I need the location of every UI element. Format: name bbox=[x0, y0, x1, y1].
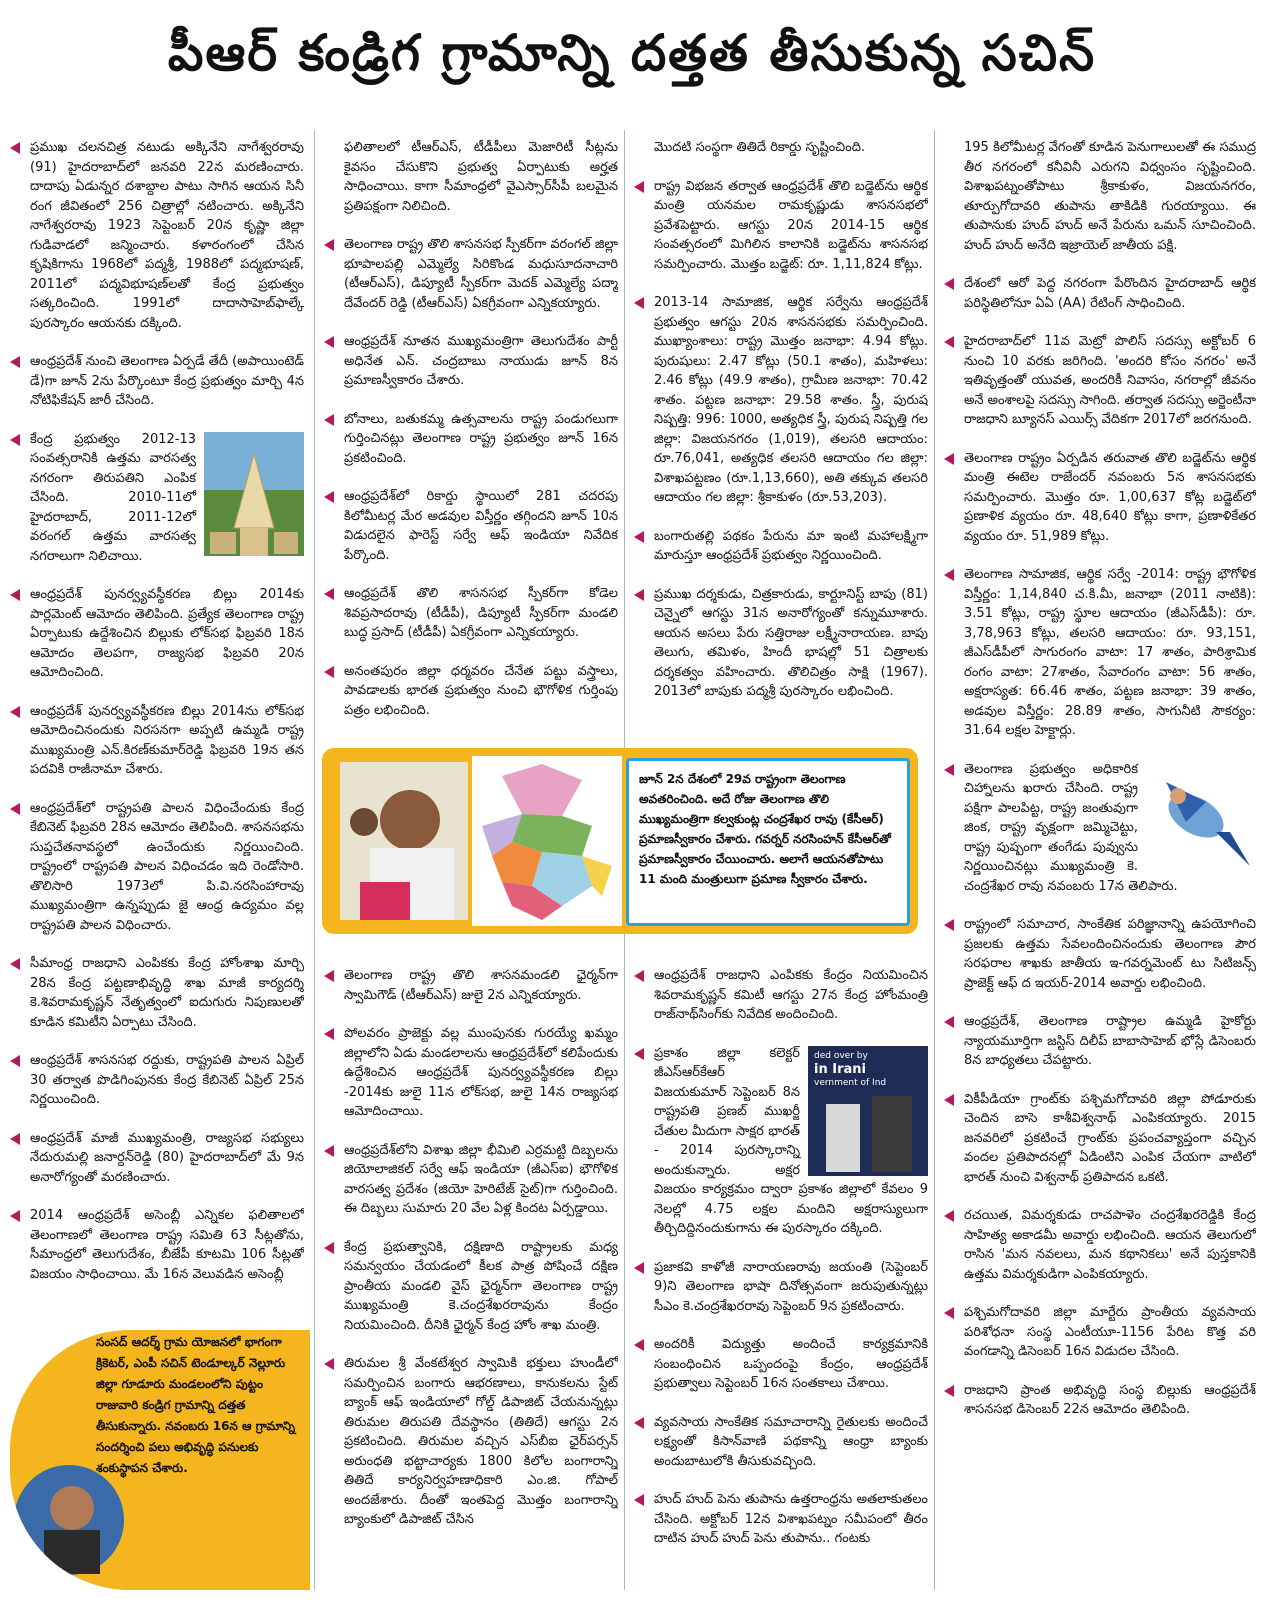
photo-caption: ded over by in Irani vernment of Ind bbox=[814, 1050, 887, 1088]
news-item: వ్యవసాయ సాంకేతిక సమాచారాన్ని రైతులకు అందించే లక్ష్యంతో కిసాన్‌వాణి పథకాన్ని ఆంధ్రా బ్యాంకు అందుబాటులోకి తీసుకువచ్చింది. bbox=[632, 1413, 928, 1472]
column-4 bbox=[942, 138, 1256, 1598]
news-item: ఆంధ్రప్రదేశ్ మాజీ ముఖ్యమంత్రి, రాజ్యసభ సభ్యులు నేదురుమల్లి జనార్దన్‌రెడ్డి (80) హైదరాబాద్‌లో మే 9న అనారోగ్యంతో మరణించారు. bbox=[8, 1129, 304, 1188]
news-item: ఆంధ్రప్రదేశ్ శాసనసభ రద్దుకు, రాష్ట్రపతి పాలన ఏప్రిల్ 30 తర్వాత పొడిగింపునకు కేంద్ర కేబినెట్ ఏప్రిల్ 25న నిర్ణయించింది. bbox=[8, 1051, 304, 1110]
bullet-icon bbox=[10, 1055, 20, 1067]
bullet-icon bbox=[634, 589, 644, 601]
column-divider bbox=[314, 130, 315, 1590]
bullet-icon bbox=[634, 1339, 644, 1351]
news-item: ఆంధ్రప్రదేశ్ పునర్వ్యవస్థీకరణ బిల్లు 2014ను లోక్‌సభ ఆమోదించినందుకు నిరసనగా అప్పటి ఉమ్మడి రాష్ట్ర ముఖ్యమంత్రి ఎన్.కిరణ్‌కుమార్‌రెడ్డి ఫిబ్రవరి 19న తన పదవికి రాజీనామా చేశారు. bbox=[8, 702, 304, 780]
bullet-icon bbox=[324, 1145, 334, 1157]
news-item: ఆంధ్రప్రదేశ్ నుంచి తెలంగాణ ఏర్పడే తేదీ (అపాయింటెడ్ డే)గా జూన్ 2ను పేర్కొంటూ కేంద్ర ప్రభుత్వం మార్చి 4న నోటిఫికేషన్ జారీ చేసింది. bbox=[8, 352, 304, 411]
bullet-icon bbox=[10, 1133, 20, 1145]
news-item: పోలవరం ప్రాజెక్టు వల్ల ముంపునకు గురయ్యే ఖమ్మం జిల్లాలోని ఏడు మండలాలను ఆంధ్రప్రదేశ్‌లో కలిపేందుకు ఉద్దేశించిన ఆంధ్రప్రదేశ్ పునర్వ్యవస్థీకరణ బిల్లు -2014కు జులై 11న లోక్‌సభ, జులై 14న రాజ్యసభ ఆమోదించాయి. bbox=[322, 1024, 618, 1122]
news-item: మొదటి సంస్థగా తితిదే రికార్డు సృష్టించింది. bbox=[654, 140, 866, 155]
box-text: జూన్ 2న దేశంలో 29వ రాష్ట్రంగా తెలంగాణ అవతరించింది. అదే రోజు తెలంగాణ తొలి ముఖ్యమంత్రిగా కల్వకుంట్ల చంద్రశేఖర రావు (కేసీఆర్) ప్రమాణస్వీకారం చేశారు. గవర్నర్ నరసింహన్ కేసీఆర్‌తో ప్రమాణస్వీకారం చేయించారు. అలాగే ఆయనతోపాటు 11 మంది మంత్రులుగా ప్రమాణ స్వీకారం చేశారు. bbox=[626, 758, 910, 926]
bullet-icon bbox=[944, 764, 954, 776]
news-item: తెలంగాణ రాష్ట్ర తొలి శాసనసభ స్పీకర్‌గా వరంగల్ జిల్లా భూపాలపల్లి ఎమ్మెల్యే సిరికొండ మధుసూదనాచారి (టీఆర్ఎస్), డిప్యూటీ స్పీకర్‌గా మెదక్ ఎమ్మెల్యే పద్మా దేవేందర్ రెడ్డి (టీఆర్ఎస్) ఏకగ్రీవంగా ఎన్నికయ్యారు. bbox=[322, 235, 618, 313]
bullet-icon bbox=[944, 1210, 954, 1222]
bullet-icon bbox=[634, 297, 644, 309]
news-item: 2014 ఆంధ్రప్రదేశ్ అసెంబ్లీ ఎన్నికల ఫలితాలలో తెలంగాణలో తెలంగాణ రాష్ట్ర సమితి 63 సీట్లతోను, సీమాంధ్రలో తెలుగుదేశం, బీజేపీ కూటమి 106 సీట్లతో విజయం సాధించాయి. మే 16న వెలువడిన అసెంబ్లీ bbox=[8, 1206, 304, 1284]
bullet-icon bbox=[944, 1094, 954, 1106]
news-item: రాష్ట్ర విభజన తర్వాత ఆంధ్రప్రదేశ్ తొలి బడ్జెట్‌ను ఆర్థిక మంత్రి యనమల రామకృష్ణుడు శాసనసభలో ప్రవేశపెట్టారు. ఆగస్టు 20న 2014-15 ఆర్థిక సంవత్సరంలో మిగిలిన కాలానికి బడ్జెట్‌ను శాసనసభ సమర్పించారు. మొత్తం బడ్జెట్: రూ. 1,11,824 కోట్లు. bbox=[632, 177, 928, 275]
bullet-icon bbox=[10, 803, 20, 815]
column-1 bbox=[8, 138, 304, 1326]
news-item: ఆంధ్రప్రదేశ్‌లో రికార్డు స్థాయిలో 281 చదరపు కిలోమీటర్ల మేర అడవుల విస్తీర్ణం తగ్గిందని జూన్ 10న విడుదలైన ఫారెస్ట్ సర్వే ఆఫ్ ఇండియా నివేదిక పేర్కొంది. bbox=[322, 487, 618, 565]
bullet-icon bbox=[634, 1262, 644, 1274]
news-item: ded over by in Irani vernment of Ind ప్రకాశం జిల్లా కలెక్టర్ జీఎస్‌ఆర్‌కేఆర్ విజయకుమార్ సెప్టెంబర్ 8న రాష్ట్రపతి ప్రణబ్ ముఖర్జీ చేతుల మీదుగా సాక్షర భారత్ - 2014 పురస్కారాన్ని అందుకున్నారు. అక్షర విజయం కార్యక్రమం ద్వారా ప్రకాశం జిల్లాలో కేవలం 9 నెలల్లో 4.75 లక్షల మందిని అక్షరాస్యులుగా తీర్చిదిద్దినందుకుగాను ఈ పురస్కారం దక్కింది. bbox=[632, 1044, 928, 1239]
bullet-icon bbox=[944, 1016, 954, 1028]
bullet-icon bbox=[944, 453, 954, 465]
bullet-icon bbox=[634, 970, 644, 982]
telangana-map bbox=[472, 756, 622, 926]
telangana-formation-box bbox=[322, 748, 918, 934]
news-item: ఆంధ్రప్రదేశ్ రాజధాని ఎంపికకు కేంద్రం నియమించిన శివరామకృష్ణన్ కమిటీ ఆగస్టు 27న కేంద్ర హోంమంత్రి రాజ్‌నాథ్‌సింగ్‌కు నివేదిక అందించింది. bbox=[632, 966, 928, 1025]
sachin-adoption-box bbox=[10, 1330, 310, 1590]
bullet-icon bbox=[10, 589, 20, 601]
news-item: తిరుమల శ్రీ వేంకటేశ్వర స్వామికి భక్తులు హుండీలో సమర్పించిన బంగారు ఆభరణాలు, కానుకలను స్టేట్ బ్యాంక్ ఆఫ్ ఇండియాలో గోల్డ్ డిపాజిట్ చేయనున్నట్లు తిరుమల తిరుపతి దేవస్థానం (తితిదే) ఆగస్టు 2న ప్రకటించింది. తిరుమల వచ్చిన ఎస్‌బీఐ ఛైర్‌పర్సన్ అరుంధతి భట్టాచార్యకు 1800 కిలోల బంగారాన్ని తితిదే కార్యనిర్వహణాధికారి ఎం.జి. గోపాల్ అందజేశారు. దీంతో ఇంతపెద్ద మొత్తం బంగారాన్ని బ్యాంకులో డిపాజిట్ చేసిన bbox=[322, 1354, 618, 1530]
bullet-icon bbox=[944, 336, 954, 348]
bullet-icon bbox=[944, 569, 954, 581]
bullet-icon bbox=[324, 1242, 334, 1254]
news-item: అనంతపురం జిల్లా ధర్మవరం చేనేత పట్టు వస్త్రాలు, పావడాలకు భారత ప్రభుత్వం నుంచి భౌగోళిక గుర్తింపు పత్రం లభించింది. bbox=[322, 662, 618, 721]
news-item: ఆంధ్రప్రదేశ్‌లో రాష్ట్రపతి పాలన విధించేందుకు కేంద్ర కేబినెట్ ఫిబ్రవరి 28న ఆమోదం తెలిపింది. శాసనసభను సుప్తచేతనావస్థలో ఉంచేందుకు నిర్ణయించింది. రాష్ట్రంలో రాష్ట్రపతి పాలన విధించడం ఇది రెండోసారి. తొలిసారి 1973లో పి.వి.నరసింహారావు ముఖ్యమంత్రిగా ఉన్నప్పుడు జై ఆంధ్ర ఉద్యమం వల్ల రాష్ట్రపతి పాలన విధించారు. bbox=[8, 799, 304, 936]
bullet-icon bbox=[10, 142, 20, 154]
sachin-text: సంసద్ ఆదర్శ్ గ్రామ యోజనలో భాగంగా క్రికెటర్, ఎంపీ సచిన్ టెండూల్కర్ నెల్లూరు జిల్లా గూడూరు మండలంలోని పుట్టం రాజువారి కండ్రిగ గ్రామాన్ని దత్తత తీసుకున్నారు. నవంబరు 16న ఆ గ్రామాన్ని సందర్శించి పలు అభివృద్ధి పనులకు శంకుస్థాపన చేశారు. bbox=[96, 1335, 296, 1475]
state-bird-illustration bbox=[1146, 762, 1256, 872]
bullet-icon bbox=[10, 356, 20, 368]
bullet-icon bbox=[944, 278, 954, 290]
column-2 bbox=[322, 138, 618, 738]
news-item: తెలంగాణ రాష్ట్ర తొలి శాసనమండలి ఛైర్మన్‌గా స్వామిగౌడ్ (టీఆర్ఎస్) జులై 2న ఎన్నికయ్యారు. bbox=[322, 966, 618, 1005]
bullet-icon bbox=[634, 1494, 644, 1506]
news-item: రాష్ట్రంలో సమాచార, సాంకేతిక పరిజ్ఞానాన్ని ఉపయోగించి ప్రజలకు ఉత్తమ సేవలందించినందుకు తెలంగాణ పౌర సరఫరాల శాఖకు జాతీయ ఇ-గవర్నమెంట్ టు సిటిజన్స్ ప్రాజెక్ట్ ఆఫ్ ద ఇయర్-2014 అవార్డు లభించింది. bbox=[942, 915, 1256, 993]
news-item: అందరికీ విద్యుత్తు అందించే కార్యక్రమానికి సంబంధించిన ఒప్పందంపై కేంద్రం, ఆంధ్రప్రదేశ్ ప్రభుత్వాలు సెప్టెంబర్ 16న సంతకాలు చేశాయి. bbox=[632, 1335, 928, 1394]
news-item: 2013-14 సామాజిక, ఆర్థిక సర్వేను ఆంధ్రప్రదేశ్ ప్రభుత్వం ఆగస్టు 20న శాసనసభకు సమర్పించింది. ముఖ్యాంశాలు: రాష్ట్ర మొత్తం జనాభా: 4.94 కోట్లు. పురుషులు: 2.47 కోట్లు (50.1 శాతం), మహిళలు: 2.46 కోట్లు (49.9 శాతం), గ్రామీణ జనాభా: 70.42 శాతం. పట్టణ జనాభా: 29.58 శాతం. స్త్రీ, పురుష నిష్పత్తి: 996: 1000, అత్యధిక స్త్రీ, పురుష నిష్పత్తి గల జిల్లా: విజయనగరం (1,019), తలసరి ఆదాయం: రూ.76,041, అత్యధిక తలసరి ఆదాయం గల జిల్లా: విశాఖపట్టణం (రూ.1,13,660), అతి తక్కువ తలసరి ఆదాయం గల జిల్లా: శ్రీకాకుళం (రూ.53,203). bbox=[632, 293, 928, 508]
bullet-icon bbox=[634, 1048, 644, 1060]
bullet-icon bbox=[324, 666, 334, 678]
news-item: రచయిత, విమర్శకుడు రాచపాళెం చంద్రశేఖరరెడ్డికి కేంద్ర సాహిత్య అకాడమీ అవార్డు లభించింది. ఆయన తెలుగులో రాసిన 'మన నవలలు, మన కథానికలు' అనే పుస్తకానికి ఉత్తమ విమర్శకుడిగా ఎంపికయ్యారు. bbox=[942, 1206, 1256, 1284]
news-item: ఫలితాలలో టీఆర్ఎస్, టీడీపీలు మెజారిటీ సీట్లను కైవసం చేసుకొని ప్రభుత్వ ఏర్పాటుకు అర్హత సాధించాయి. కాగా సీమాంధ్రలో వైఎస్సార్‌సీపీ బలమైన ప్రతిపక్షంగా నిలిచింది. bbox=[344, 140, 618, 214]
bullet-icon bbox=[944, 919, 954, 931]
news-item: ఆంధ్రప్రదేశ్ తొలి శాసనసభ స్పీకర్‌గా కోడెల శివప్రసాదరావు (టీడీపీ), డిప్యూటీ స్పీకర్‌గా మండలి బుద్ధ ప్రసాద్ (టీడీపీ) ఏకగ్రీవంగా ఎన్నికయ్యారు. bbox=[322, 584, 618, 643]
bullet-icon bbox=[324, 588, 334, 600]
bullet-icon bbox=[324, 239, 334, 251]
news-item: ప్రముఖ చలనచిత్ర నటుడు అక్కినేని నాగేశ్వరరావు (91) హైదరాబాద్‌లో జనవరి 22న మరణించారు. దాదాపు ఏడున్నర దశాబ్దాల పాటు సాగిన ఆయన సినీ రంగ జీవితంలో 256 చిత్రాల్లో నటించారు. అక్కినేని నాగేశ్వరరావు 1923 సెప్టెంబర్ 20న కృష్ణా జిల్లా గుడివాడలో జన్మించారు. కళారంగంలో చేసిన కృషికిగాను 1968లో పద్మశ్రీ, 1988లో పద్మభూషణ్, 2011లో పద్మవిభూషణ్‌లతో కేంద్ర ప్రభుత్వం సత్కరించింది. 1991లో దాదాసాహెబ్‌ఫాల్కే పురస్కారం ఆయనకు దక్కింది. bbox=[8, 138, 304, 333]
news-item: కేంద్ర ప్రభుత్వం 2012-13 సంవత్సరానికి ఉత్తమ వారసత్వ నగరంగా తిరుపతిని ఎంపిక చేసింది. 2010-11లో హైదరాబాద్, 2011-12లో వరంగల్ ఉత్తమ వారసత్వ నగరాలుగా నిలిచాయి. bbox=[8, 430, 304, 567]
news-item: ఆంధ్రప్రదేశ్ పునర్వ్యవస్థీకరణ బిల్లు 2014కు పార్లమెంట్ ఆమోదం తెలిపింది. ప్రత్యేక తెలంగాణ రాష్ట్ర ఏర్పాటుకు ఉద్దేశించిన బిల్లుకు లోక్‌సభ ఫిబ్రవరి 18న ఆమోదం తెలపగా, రాజ్యసభ ఫిబ్రవరి 20న ఆమోదించింది. bbox=[8, 585, 304, 683]
headline: పీఆర్ కండ్రిగ గ్రామాన్ని దత్తత తీసుకున్న సచిన్ bbox=[167, 23, 1097, 82]
column-2-bottom bbox=[322, 966, 618, 1596]
news-item: దేశంలో ఆరో పెద్ద నగరంగా పేరొందిన హైదరాబాద్ ఆర్థిక పరిస్థితిలోనూ ఏఏ (AA) రేటింగ్ సాధించింది. bbox=[942, 274, 1256, 313]
news-item: బోనాలు, బతుకమ్మ ఉత్సవాలను రాష్ట్ర పండుగలుగా గుర్తించినట్లు తెలంగాణ రాష్ట్ర ప్రభుత్వం జూన్ 16న ప్రకటించింది. bbox=[322, 410, 618, 469]
column-3 bbox=[632, 138, 928, 738]
column-divider bbox=[934, 130, 935, 1590]
news-item: ప్రముఖ దర్శకుడు, చిత్రకారుడు, కార్టూనిస్ట్ బాపు (81) చెన్నైలో ఆగస్టు 31న అనారోగ్యంతో కన్నుమూశారు. ఆయన అసలు పేరు సత్తిరాజు లక్ష్మీనారాయణ. బాపు తెలుగు, తమిళం, హిందీ భాషల్లో 51 చిత్రాలకు దర్శకత్వం వహించారు. తొలిచిత్రం సాక్షి (1967). 2013లో బాపుకు పద్మశ్రీ పురస్కారం లభించింది. bbox=[632, 585, 928, 702]
tirupati-temple-photo bbox=[204, 432, 304, 556]
bullet-icon bbox=[10, 706, 20, 718]
news-item: రాజధాని ప్రాంత అభివృద్ధి సంస్థ బిల్లుకు ఆంధ్రప్రదేశ్ శాసనసభ డిసెంబర్ 22న ఆమోదం తెలిపింది. bbox=[942, 1381, 1256, 1420]
bullet-icon bbox=[324, 414, 334, 426]
bullet-icon bbox=[634, 1417, 644, 1429]
news-item: తెలంగాణ ప్రభుత్వం అధికారిక చిహ్నాలను ఖరారు చేసింది. రాష్ట్ర పక్షిగా పాలపిట్ట, రాష్ట్ర జంతువుగా జింక, రాష్ట్ర వృక్షంగా జమ్మిచెట్టు, రాష్ట్ర పుష్పంగా తంగేడు పువ్వును నిర్ణయించినట్లు ముఖ్యమంత్రి కె. చంద్రశేఖర రావు నవంబరు 17న తెలిపారు. bbox=[942, 760, 1256, 897]
award-photo bbox=[808, 1046, 928, 1176]
bullet-icon bbox=[10, 1210, 20, 1222]
bullet-icon bbox=[634, 181, 644, 193]
bullet-icon bbox=[10, 958, 20, 970]
news-item: పశ్చిమగోదావరి జిల్లా మార్టేరు ప్రాంతీయ వ్యవసాయ పరిశోధనా సంస్థ ఎంటీయూ-1156 పేరిట కొత్త వరి వంగడాన్ని డిసెంబర్ 16న విడుదల చేసింది. bbox=[942, 1303, 1256, 1362]
news-item: తెలంగాణ సామాజిక, ఆర్థిక సర్వే -2014: రాష్ట్ర భౌగోళిక విస్తీర్ణం: 1,14,840 చ.కి.మీ, జనాభా (2011 నాటికి): 3.51 కోట్లు, రాష్ట్ర స్థూల ఆదాయం (జీఎస్‌డీపీ): రూ. 3,78,963 కోట్లు, తలసరి ఆదాయం: రూ. 93,151, జీఎస్‌డీపీలో సాగురంగం వాటా: 17 శాతం, పారిశ్రామిక రంగం వాటా: 27శాతం, సేవారంగం వాటా: 56 శాతం, అక్షరాస్యత: 66.46 శాతం, పట్టణ జనాభా: 39 శాతం, అడవుల విస్తీర్ణం: 28.89 శాతం, సాగునీటి సౌకర్యం: 31.64 లక్షల హెక్టార్లు. bbox=[942, 565, 1256, 741]
news-item: బంగారుతల్లి పథకం పేరును మా ఇంటి మహాలక్ష్మిగా మారుస్తూ ఆంధ్రప్రదేశ్ ప్రభుత్వం నిర్ణయించింది. bbox=[632, 527, 928, 566]
news-item: ఆంధ్రప్రదేశ్ నూతన ముఖ్యమంత్రిగా తెలుగుదేశం పార్టీ అధినేత ఎన్. చంద్రబాబు నాయుడు జూన్ 8న ప్రమాణస్వీకారం చేశారు. bbox=[322, 332, 618, 391]
kcr-photo bbox=[340, 762, 468, 920]
news-item: తెలంగాణ రాష్ట్రం ఏర్పడిన తరువాత తొలి బడ్జెట్‌ను ఆర్థిక మంత్రి ఈటెల రాజేందర్ నవంబరు 5న శాసనసభకు సమర్పించారు. మొత్తం రూ. 1,00,637 కోట్ల బడ్జెట్‌లో ప్రణాళిక వ్యయం రూ. 48,640 కోట్లు కాగా, ప్రణాళికేతర వ్యయం రూ. 51,989 కోట్లు. bbox=[942, 449, 1256, 547]
bullet-icon bbox=[324, 1028, 334, 1040]
bullet-icon bbox=[944, 1307, 954, 1319]
bullet-icon bbox=[324, 1358, 334, 1370]
bullet-icon bbox=[944, 1385, 954, 1397]
bullet-icon bbox=[324, 336, 334, 348]
news-item: హుద్ హుద్ పెను తుపాను ఉత్తరాంధ్రను అతలాకుతలం చేసింది. అక్టోబర్ 12న విశాఖపట్నం సమీపంలో తీరం దాటిన హుద్ హుద్ పెను తుపాను.. గంటకు bbox=[632, 1490, 928, 1549]
news-item: ఆంధ్రప్రదేశ్‌లోని విశాఖ జిల్లా భీమిలి ఎర్రమట్టి దిబ్బలను జియోలాజికల్ సర్వే ఆఫ్ ఇండియా (జీఎస్ఐ) భౌగోళిక వారసత్వ ప్రదేశం (జియో హెరిటేజ్ సైట్)గా గుర్తించింది. ఈ దిబ్బలు సుమారు 20 వేల ఏళ్ల కిందట ఏర్పడ్డాయి. bbox=[322, 1141, 618, 1219]
news-item: ఆంధ్రప్రదేశ్, తెలంగాణ రాష్ట్రాల ఉమ్మడి హైకోర్టు న్యాయమూర్తిగా జస్టిస్ దిలీప్ బాబాసాహెబ్ భోస్లే డిసెంబరు 8న బాధ్యతలు చేపట్టారు. bbox=[942, 1012, 1256, 1071]
news-item: సీమాంధ్ర రాజధాని ఎంపికకు కేంద్ర హోంశాఖ మార్చి 28న కేంద్ర పట్టణాభివృద్ధి శాఖ మాజీ కార్యదర్శి కె.శివరామకృష్ణన్ నేతృత్వంలో ఐదుగురు నిపుణులతో కూడిన కమిటీని ఏర్పాటు చేసింది. bbox=[8, 954, 304, 1032]
column-3-bottom bbox=[632, 966, 928, 1596]
bullet-icon bbox=[324, 970, 334, 982]
news-item: వికీపీడియా గ్రాంట్‌కు పశ్చిమగోదావరి జిల్లా పోడూరుకు చెందిన బాసె కాశీవిశ్వనాథ్ ఎంపికయ్యారు. 2015 జనవరిలో ప్రకటించే గ్రాంట్‌కు ప్రపంచవ్యాప్తంగా వచ్చిన వందల ప్రతిపాదనల్లో ఏడింటిని ఎంపిక చేయగా వాటిలో భారత్ నుంచి విశ్వనాథ్ ప్రతిపాదన ఒకటి. bbox=[942, 1090, 1256, 1188]
bullet-icon bbox=[324, 491, 334, 503]
news-item: హైదరాబాద్‌లో 11వ మెట్రో పొలిస్ సదస్సు అక్టోబర్ 6 నుంచి 10 వరకు జరిగింది. 'అందరి కోసం నగరం' అనే ఇతివృత్తంతో యువత, అందరికీ నివాసం, నగరాల్లో జీవనం అనే అంశాలపై సదస్సు సాగింది. తర్వాత సదస్సు అర్జెంటీనా రాజధాని బ్యూనస్ ఎయిర్స్ వేదికగా 2017లో జరగనుంది. bbox=[942, 332, 1256, 430]
bullet-icon bbox=[634, 531, 644, 543]
bullet-icon bbox=[10, 434, 20, 446]
news-item: కేంద్ర ప్రభుత్వానికి, దక్షిణాది రాష్ట్రాలకు మధ్య సమన్వయం చేయడంలో కీలక పాత్ర పోషించే దక్షిణ ప్రాంతీయ మండలి వైస్ ఛైర్మన్‌గా తెలంగాణ రాష్ట్ర ముఖ్యమంత్రి కె.చంద్రశేఖరరావును కేంద్రం నియమించింది. దీనికి ఛైర్మన్ కేంద్ర హోం శాఖ మంత్రి. bbox=[322, 1238, 618, 1336]
news-item: 195 కిలోమీటర్ల వేగంతో కూడిన పెనుగాలులతో ఈ సముద్ర తీర నగరంలో కనీవినీ ఎరుగని విధ్వంసం సృష్టించింది. విశాఖపట్నంతోపాటు శ్రీకాకుళం, విజయనగరం, తూర్పుగోదావరి తుపాను తాకిడికి గురయ్యాయి. ఈ తుపానుకు హుద్ హుద్ అనే పేరును ఒమన్ సూచించింది. హుద్ హుద్ అనేది ఇజ్రాయెల్ జాతీయ పక్షి. bbox=[964, 140, 1256, 253]
news-item: ప్రజాకవి కాళోజీ నారాయణరావు జయంతి (సెప్టెంబర్ 9)ని తెలంగాణ భాషా దినోత్సవంగా జరుపుతున్నట్లు సీఎం కె.చంద్రశేఖరరావు సెప్టెంబర్ 9న ప్రకటించారు. bbox=[632, 1258, 928, 1317]
